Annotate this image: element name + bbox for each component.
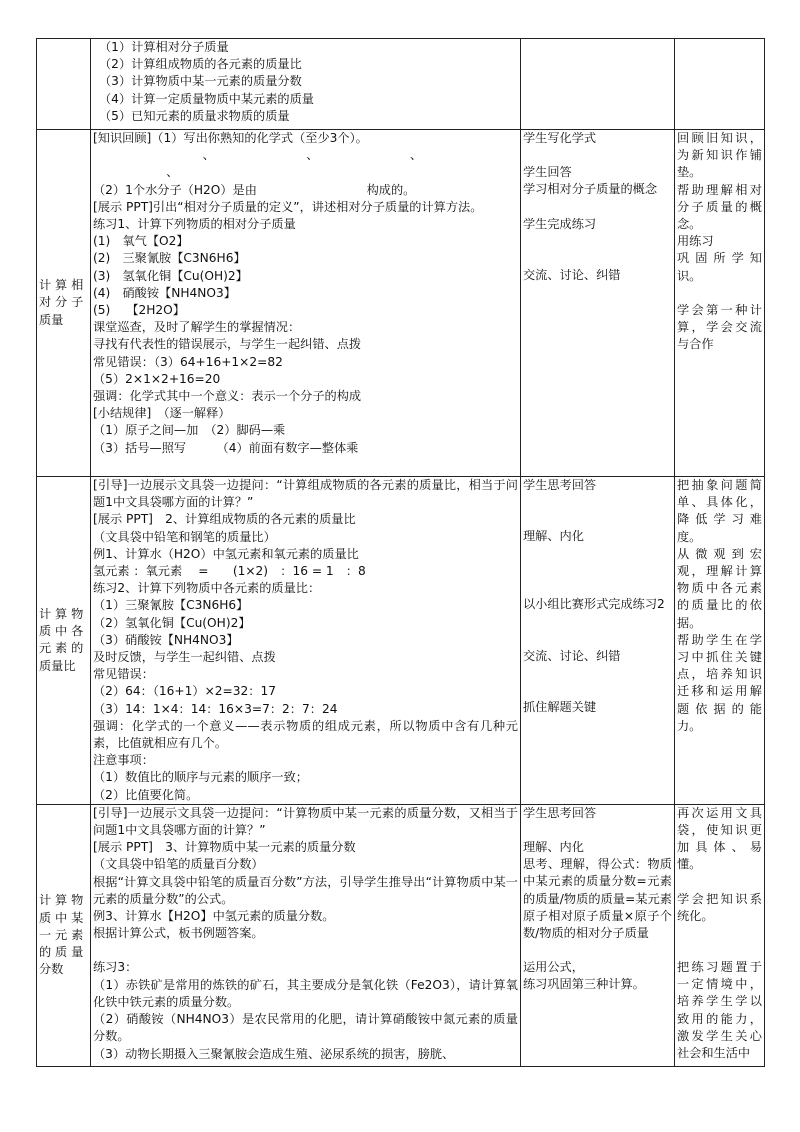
- intent-line: 把练习题置于一定情境中，培养学生学以致用的能力，激发学生关心社会和生活中: [677, 960, 762, 1061]
- content-line: （2）氢氧化铜【Cu(OH)2】: [93, 615, 251, 630]
- content-line: [展示 PPT] 2、计算组成物质的各元素的质量比: [93, 512, 356, 527]
- table-row: [37, 130, 765, 477]
- table-row: [37, 804, 765, 1066]
- content-line: [展示 PPT]引出“相对分子质量的定义”，讲述相对分子质量的计算方法。: [93, 199, 483, 214]
- design-intent-cell: [675, 39, 765, 130]
- content-cell: [91, 477, 521, 805]
- content-line: （2）1个水分子（H2O）是由 构成的。: [93, 182, 416, 197]
- topic-line: 质量比: [39, 658, 76, 673]
- lesson-plan-table: [36, 38, 765, 1067]
- design-intent-cell: [675, 130, 765, 477]
- content-line: （2）64：（16+1）×2=32：17: [93, 684, 276, 699]
- content-line: (1) 氧气【O2】: [93, 234, 189, 249]
- student-line: 学生思考回答: [523, 478, 597, 492]
- content-line: [小结规律] （逐一解释）: [93, 406, 231, 421]
- content-line: [引导]一边展示文具袋一边提问：“计算物质中某一元素的质量分数，又相当于问题1中文具袋哪方面的计算？”: [93, 805, 518, 838]
- content-line: （3）硝酸铵【NH4NO3】: [93, 632, 239, 647]
- student-line: 练习巩固第三种计算。: [523, 977, 645, 992]
- content-line: （1）三聚氰胺【C3N6H6】: [93, 598, 249, 613]
- intent-line: 把抽象问题简单、具体化，降低学习难度。: [677, 478, 762, 544]
- objective-5: （5）已知元素的质量求物质的质量: [99, 108, 290, 123]
- content-line: 强调：化学式其中一个意义：表示一个分子的构成: [93, 389, 362, 404]
- content-line: 、: [93, 165, 179, 180]
- student-line: 学生完成练习: [523, 216, 597, 231]
- content-line: 根据计算公式，板书例题答案。: [93, 926, 264, 941]
- content-line: 例1、计算水（H2O）中氢元素和氧元素的质量比: [93, 546, 359, 561]
- student-line: 学习相对分子质量的概念: [523, 182, 658, 197]
- student-line: 运用公式，: [523, 960, 584, 975]
- content-line: (4) 硝酸铵【NH4NO3】: [93, 285, 236, 300]
- student-line: 学生回答: [523, 165, 572, 180]
- student-activity-cell: [521, 39, 675, 130]
- content-cell: [91, 804, 521, 1066]
- content-line: (3) 氢氧化铜【Cu(OH)2】: [93, 268, 248, 283]
- intent-line: 帮助学生在学习中抓住关键点，培养知识迁移和运用解题依据的能力。: [677, 632, 762, 733]
- table-row: [37, 477, 765, 805]
- objective-4: （4）计算一定质量物质中某元素的质量: [99, 91, 314, 106]
- intent-line: 学会第一种计算，学会交流与合作: [677, 302, 762, 352]
- intent-line: 用练习: [677, 234, 714, 249]
- content-line: （1）赤铁矿是常用的炼铁的矿石，其主要成分是氧化铁（Fe2O3），请计算氧化铁中铁元素的质量分数。: [93, 977, 518, 1009]
- content-line: 强调：化学式的一个意义——表示物质的组成元素，所以物质中含有几种元素，比值就相应有几个。: [93, 718, 518, 751]
- topic-line: 质量: [39, 312, 64, 327]
- objective-2: （2）计算组成物质的各元素的质量比: [99, 57, 302, 72]
- objective-3: （3）计算物质中某一元素的质量分数: [99, 74, 302, 89]
- content-line: 例3、计算水【H2O】中氢元素的质量分数。: [93, 909, 335, 924]
- student-line: 交流、讨论、纠错: [523, 267, 621, 282]
- intent-line: 从微观到宏观，理解计算物质中各元素的质量比的依据。: [677, 546, 762, 630]
- topic-line: 计 算 物: [39, 893, 84, 908]
- content-line: （3）括号—照写 （4）前面有数字—整体乘: [93, 440, 359, 455]
- student-line: 抓住解题关键: [523, 699, 597, 714]
- student-line: 学生思考回答: [523, 805, 597, 820]
- topic-line: 质 中 各: [39, 624, 84, 639]
- content-line: 练习1、计算下列物质的相对分子质量: [93, 217, 296, 232]
- content-line: [引导]一边展示文具袋一边提问：“计算组成物质的各元素的质量比，相当于问题1中文具袋哪方面的计算？”: [93, 478, 518, 510]
- student-activity-cell: [521, 130, 675, 477]
- content-line: 氢元素 ：氧元素 = (1×2) ：16 = 1 ：8: [93, 564, 366, 579]
- content-line: 常见错误：（3）64+16+1×2=82: [93, 354, 283, 369]
- content-line: 及时反馈，与学生一起纠错、点拨: [93, 650, 276, 665]
- content-cell: [91, 130, 521, 477]
- content-line: (2) 三聚氰胺【C3N6H6】: [93, 251, 246, 266]
- table-row: [37, 39, 765, 130]
- content-line: 寻找有代表性的错误展示，与学生一起纠错、点拨: [93, 337, 362, 352]
- content-line: （1）原子之间—加 （2）脚码—乘: [93, 423, 286, 438]
- content-line: 练习3：: [93, 960, 138, 975]
- content-line: （2）比值要化简。: [93, 787, 199, 802]
- intent-line: 回顾旧知识，为新知识作铺垫。: [677, 131, 762, 180]
- topic-cell: [37, 804, 91, 1066]
- content-line: （5）2×1×2+16=20: [93, 371, 221, 386]
- content-line: [展示 PPT] 3、计算物质中某一元素的质量分数: [93, 840, 356, 855]
- content-line: （文具袋中铅笔的质量百分数）: [93, 857, 264, 872]
- content-line: 注意事项：: [93, 753, 154, 768]
- content-cell: [91, 39, 521, 130]
- intent-line: 学会把知识系统化。: [677, 891, 762, 923]
- topic-line: 计 算 物: [39, 607, 84, 622]
- content-line: (5) 【2H2O】: [93, 303, 185, 318]
- content-line: （2）硝酸铵（NH4NO3）是农民常用的化肥，请计算硝酸铵中氮元素的质量分数。: [93, 1012, 518, 1044]
- topic-line: 对 分 子: [39, 295, 84, 310]
- intent-line: 再次运用文具袋，使知识更加具体、易懂。: [677, 805, 762, 872]
- student-line: 以小组比赛形式完成练习2: [523, 597, 665, 612]
- topic-line: 分数: [39, 962, 64, 977]
- topic-line: 质 中 某: [39, 910, 84, 925]
- content-line: [知识回顾]（1）写出你熟知的化学式（至少3个）。: [93, 131, 368, 145]
- content-line: （1）数值比的顺序与元素的顺序一致；: [93, 770, 308, 785]
- content-line: 练习2、计算下列物质中各元素的质量比：: [93, 581, 321, 596]
- topic-line: 一 元 素: [39, 927, 84, 942]
- student-activity-cell: [521, 477, 675, 805]
- intent-line: 帮助理解相对分子质量的概念。: [677, 182, 762, 232]
- topic-line: 计 算 相: [39, 278, 84, 293]
- topic-cell: [37, 39, 91, 130]
- content-line: 根据“计算文具袋中铅笔的质量百分数”方法，引导学生推导出“计算物质中某一元素的质量分数”的公式。: [93, 874, 518, 906]
- topic-line: 的 质 量: [39, 944, 84, 959]
- content-line: 、 、 、: [93, 148, 423, 163]
- objective-1: （1）计算相对分子质量: [99, 40, 229, 54]
- student-line: 思考、理解，得公式：物质中某元素的质量分数=元素的质量/物质的质量=某元素原子相对原子质量×原子个数/物质的相对分子质量: [523, 857, 672, 941]
- design-intent-cell: [675, 477, 765, 805]
- content-line: （文具袋中铅笔和钢笔的质量比）: [93, 529, 276, 544]
- content-line: 常见错误：: [93, 667, 154, 682]
- design-intent-cell: [675, 804, 765, 1066]
- content-line: 课堂巡查，及时了解学生的掌握情况：: [93, 320, 301, 335]
- topic-line: 元 素 的: [39, 641, 84, 656]
- content-line: （3）14：1×4：14：16×3=7：2：7：24: [93, 701, 338, 716]
- student-activity-cell: [521, 804, 675, 1066]
- student-line: 交流、讨论、纠错: [523, 648, 621, 663]
- intent-line: 巩固所学知识。: [677, 251, 762, 283]
- content-line: （3）动物长期摄入三聚氰胺会造成生殖、泌尿系统的损害，膀胱、: [93, 1046, 455, 1061]
- topic-cell: [37, 477, 91, 805]
- student-line: 理解、内化: [523, 529, 584, 544]
- student-line: 理解、内化: [523, 840, 584, 855]
- student-line: 学生写化学式: [523, 131, 597, 145]
- topic-cell: [37, 130, 91, 477]
